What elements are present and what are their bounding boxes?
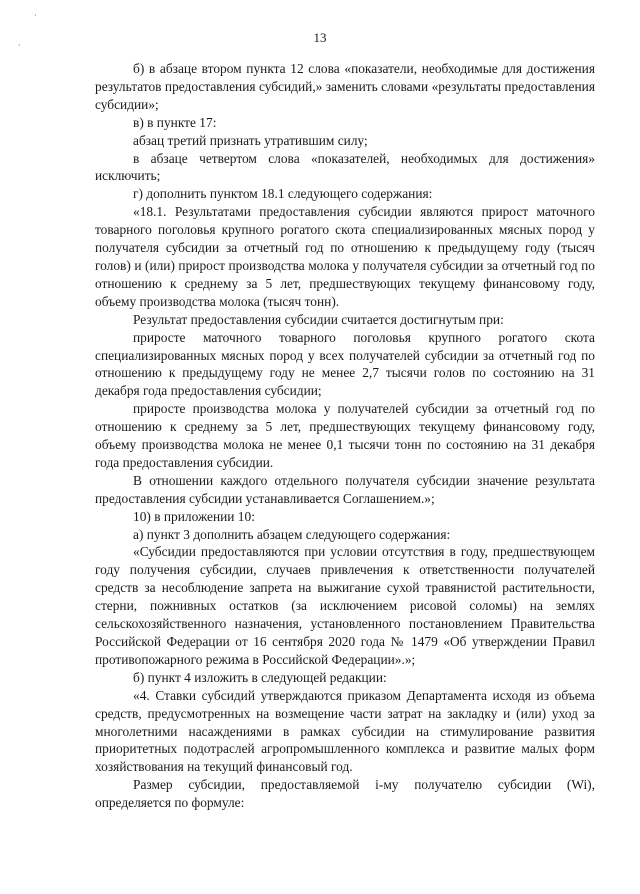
paragraph: а) пункт 3 дополнить абзацем следующего содержания: [133, 526, 451, 542]
paragraph: б) в абзаце втором пункта 12 слова «показатели, необходимые для достижения результатов предоставления субсидий,» заменить словами «результаты предоставления субсидии»; [95, 61, 595, 112]
paragraph: Размер субсидии, предоставляемой i-му получателю субсидии (Wi), определяется по формуле: [95, 777, 595, 811]
paragraph: приросте производства молока у получателей субсидии за отчетный год по отношению к среднему за 5 лет, предшествующих текущему финансовому году, объему производства молока не менее 0,1 тысячи тонн по состоянию на 31 декабря года предоставления субсидии. [95, 401, 595, 470]
paragraph: г) дополнить пунктом 18.1 следующего содержания: [133, 186, 433, 202]
paragraph: в абзаце четвертом слова «показателей, необходимых для достижения» исключить; [95, 150, 595, 184]
paragraph: абзац третий признать утратившим силу; [133, 132, 368, 148]
paragraph: б) пункт 4 изложить в следующей редакции: [133, 669, 387, 685]
paragraph: Результат предоставления субсидии считается достигнутым при: [133, 311, 504, 327]
paragraph: «18.1. Результатами предоставления субсидии являются прирост маточного товарного поголовья крупного рогатого скота специализированных мясных пород у получателя субсидии за отчетный год по отношению к предыдущему году (тысяч голов) и (или) прирост производства молока у получателя субсидии за отчетный год по отношению к среднему за 5 лет, предшествующих текущему финансовому году, объему производства молока (тысяч тонн). [95, 204, 595, 309]
scan-mark: · [34, 11, 37, 20]
paragraph: приросте маточного товарного поголовья крупного рогатого скота специализированных мясных пород у всех получателей субсидии за отчетный год по отношению к предыдущему году не менее 2,7 тысячи голов по состоянию на 31 декабря года предоставления субсидии; [95, 329, 595, 399]
paragraph: 10) в приложении 10: [133, 508, 255, 524]
paragraph: «Субсидии предоставляются при условии отсутствия в году, предшествующем году получения субсидии, случаев привлечения к ответственности получателей средств за несоблюдение запрета на выжигание сухой травянистой растительности, стерни, пожнивных остатков (за исключением рисовой соломы) на землях сельскохозяйственного назначения, установленного постановлением Правительства Российской Федерации от 16 сентября 2020 года № 1479 «Об утверждении Правил противопожарного режима в Российской Федерации».»; [95, 544, 595, 667]
document-body [95, 60, 595, 812]
paragraph: «4. Ставки субсидий утверждаются приказом Департамента исходя из объема средств, предусмотренных на возмещение части затрат на закладку и (или) уход за многолетними насаждениями в рамках субсидии на стимулирование развития приоритетных подотраслей агропромышленного комплекса и развитие малых форм хозяйствования на текущий финансовый год. [95, 687, 595, 775]
scan-mark: · [18, 41, 21, 50]
page-number: 13 [313, 30, 327, 45]
paragraph: в) в пункте 17: [133, 114, 217, 130]
paragraph: В отношении каждого отдельного получателя субсидии значение результата предоставления субсидии устанавливается Соглашением.»; [95, 472, 595, 506]
